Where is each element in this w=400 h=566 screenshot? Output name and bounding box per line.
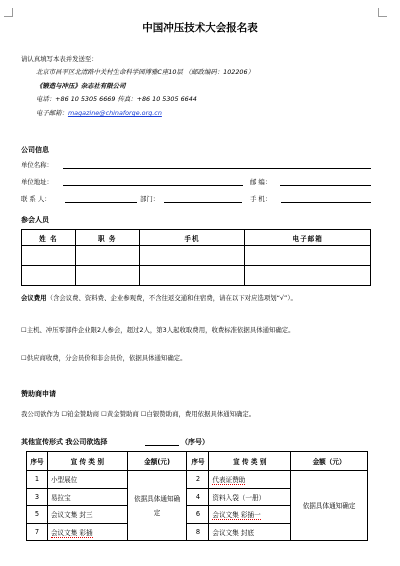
fee-option-oem[interactable]: ☐主机、冲压零部件企业限2人参会，超过2人，第3人起收取费用，收费标准依据具体通知确定。 [21,326,295,334]
contact-label: 联 系 人： [21,195,51,203]
company-heading: 公司信息 [21,146,49,154]
promo-header-type: 宣 传 类 别 [47,452,127,471]
attendees-header-title: 职 务 [75,230,139,246]
company-name-label: 单位名称： [21,161,53,169]
promo-type: 小型展位 [47,471,127,489]
promo-table [26,451,368,541]
intro-line: 请认真填写本表并发送至： [21,55,98,63]
promo-choice-field[interactable] [145,445,179,446]
promo-suffix: （序号） [181,438,209,446]
form-title: 中国冲压技术大会报名表 [142,22,258,34]
promo-type: 资料入袋（一册） [209,488,291,506]
promo-header-amount: 金额(元) [127,452,187,471]
attendees-header-name: 姓 名 [22,230,76,246]
dept-label: 部门： [140,195,160,203]
sponsor-options[interactable]: 我公司欲作为 ☐铂金赞助商 ☐黄金赞助商 ☐白银赞助商，费用依据具体通知确定。 [21,410,256,418]
fee-line [21,294,297,302]
postcode-label: 邮 编： [250,178,272,186]
promo-type: 会议文集 彩插 [47,523,127,541]
email-link[interactable]: magazine@chinaforge.org.cn [67,109,162,117]
attendee-cell[interactable] [245,266,371,286]
promo-header-no: 序号 [27,452,48,471]
promo-type: 会议文集 封三 [47,506,127,524]
attendees-header-email: 电子邮箱 [245,230,371,246]
phone-fax-text: 电话：+86 10 5305 6669 传真：+86 10 5305 6644 [36,95,197,103]
company-name-field[interactable] [63,168,371,169]
promo-no: 3 [27,488,48,506]
promo-no: 2 [187,471,209,489]
promo-type: 会议文集 彩插一 [209,506,291,524]
promo-no: 6 [187,506,209,524]
attendee-cell[interactable] [75,246,139,266]
attendee-row [22,246,371,266]
fee-description: （含会议费、资料费、企业参观费，不含往返交通和住宿费，请在以下对应选项划“√”）。 [46,294,297,302]
email-row [36,109,162,117]
attendee-cell[interactable] [22,246,76,266]
company-address-label: 单位地址： [21,178,53,186]
attendee-cell[interactable] [245,246,371,266]
promo-no: 4 [187,488,209,506]
company-address-field[interactable] [63,185,243,186]
fee-heading: 会议费用 [21,294,47,302]
fee-option-supplier[interactable]: ☐供应商收费，分会员价和非会员价，依据具体通知确定。 [21,354,187,362]
mobile-field[interactable] [281,202,371,203]
corner-mark-top-left [4,8,13,17]
attendee-cell[interactable] [139,266,245,286]
promo-no: 5 [27,506,48,524]
promo-type: 易拉宝 [47,488,127,506]
promo-no: 8 [187,523,209,541]
promo-amount-note-right: 依据具体通知确定 [291,471,368,541]
attendee-cell[interactable] [22,266,76,286]
promo-header-no-2: 序号 [187,452,209,471]
publisher-text: 《锻造与冲压》杂志社有限公司 [36,82,126,90]
attendees-header-mobile: 手机 [139,230,245,246]
promo-type: 代表证赞助 [209,471,291,489]
contact-field[interactable] [65,202,137,203]
email-label: 电子邮箱： [36,109,68,117]
promo-amount-note-left: 依据具体通知确定 [127,471,187,541]
attendee-row [22,266,371,286]
postcode-field[interactable] [280,185,371,186]
attendee-cell[interactable] [75,266,139,286]
address-text: 北京市昌平区北清路中关村生命科学园博雅C座10层 （邮政编码：102206） [36,68,254,76]
attendee-cell[interactable] [139,246,245,266]
promo-header-type-2: 宣 传 类 别 [209,452,291,471]
mobile-label: 手 机： [250,195,272,203]
promo-row [27,471,368,489]
promo-no: 7 [27,523,48,541]
corner-mark-top-right [378,8,387,17]
promo-header-amount-2: 金额（元） [291,452,368,471]
sponsor-heading: 赞助商申请 [21,390,56,398]
attendees-table [21,229,371,286]
promo-heading: 其他宣传形式 我公司欲选择 [21,438,108,446]
attendees-heading: 参会人员 [21,216,49,224]
promo-no: 1 [27,471,48,489]
dept-field[interactable] [164,202,242,203]
promo-type: 会议文集 封底 [209,523,291,541]
